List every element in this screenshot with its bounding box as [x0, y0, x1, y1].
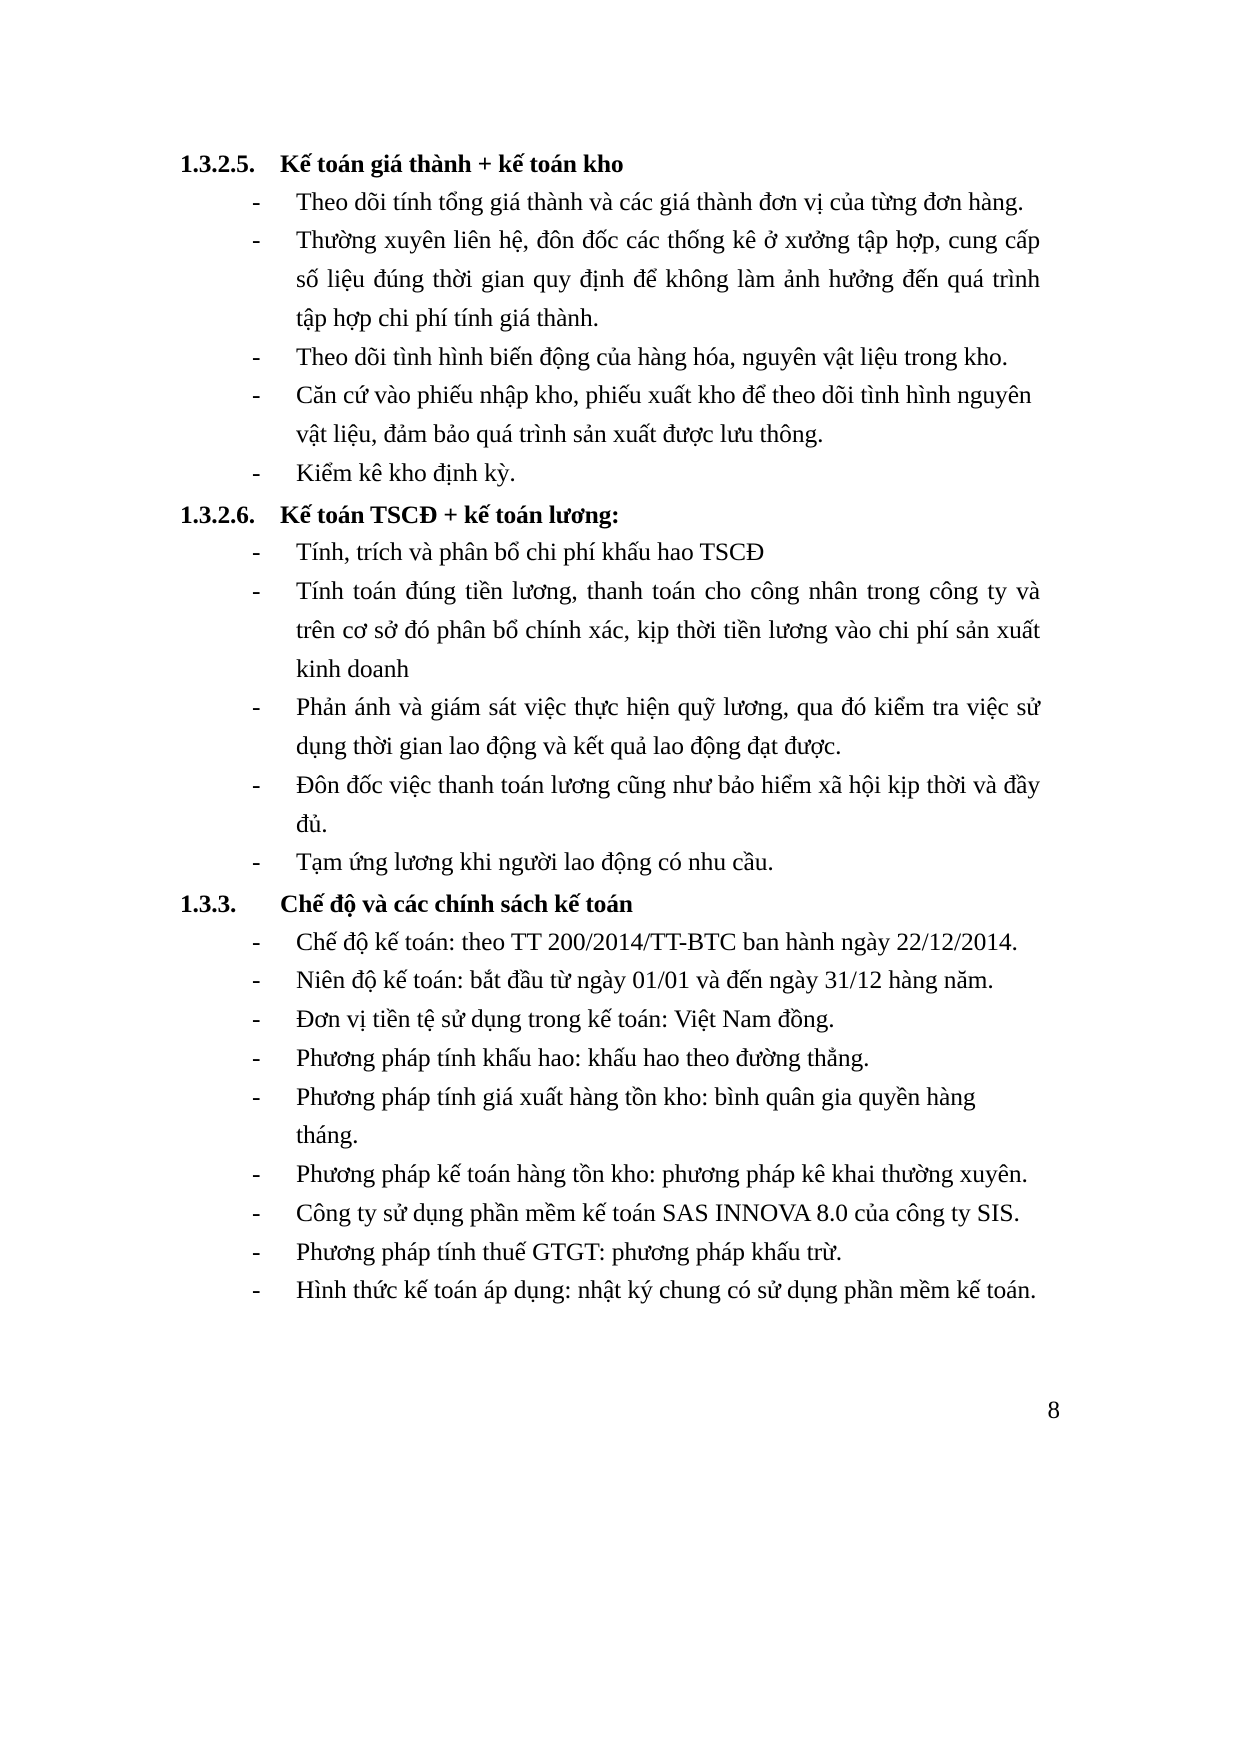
- list-item-text: Tạm ứng lương khi người lao động có nhu cầu.: [296, 847, 774, 877]
- dash-bullet-icon: -: [252, 847, 261, 877]
- list-item-text: Kiểm kê kho định kỳ.: [296, 457, 516, 487]
- list-item: [180, 1271, 1040, 1310]
- list-item: [180, 1233, 1040, 1272]
- list-item: [180, 376, 1040, 454]
- dash-bullet-icon: -: [252, 537, 261, 567]
- section-list-1-3-2-5: [180, 183, 1040, 493]
- list-item: [180, 923, 1040, 962]
- list-item-text: Thường xuyên liên hệ, đôn đốc các thống kê ở xưởng tập hợp, cung cấp số liệu đúng thời gian quy định để không làm ảnh hưởng đến quá trình tập hợp chi phí tính giá thành.: [296, 225, 1040, 332]
- list-item: [180, 454, 1040, 493]
- dash-bullet-icon: -: [252, 457, 261, 487]
- list-item: [180, 572, 1040, 688]
- list-item-text: Công ty sử dụng phần mềm kế toán SAS INNOVA 8.0 của công ty SIS.: [296, 1197, 1020, 1227]
- list-item: [180, 533, 1040, 572]
- list-item: [180, 183, 1040, 222]
- list-item-text: Đơn vị tiền tệ sử dụng trong kế toán: Việt Nam đồng.: [296, 1004, 835, 1034]
- section-list-1-3-3: [180, 923, 1040, 1311]
- page-content: [180, 148, 1040, 1310]
- list-item: [180, 1155, 1040, 1194]
- dash-bullet-icon: -: [252, 1275, 261, 1305]
- dash-bullet-icon: -: [252, 1159, 261, 1189]
- dash-bullet-icon: -: [252, 1081, 261, 1111]
- list-item: [180, 688, 1040, 766]
- list-item: [180, 1078, 1040, 1156]
- section-heading-1-3-2-5: [180, 148, 1040, 181]
- dash-bullet-icon: -: [252, 225, 261, 255]
- list-item-text: Đôn đốc việc thanh toán lương cũng như bảo hiểm xã hội kịp thời và đầy đủ.: [296, 769, 1040, 838]
- section-number: 1.3.2.5.: [180, 149, 255, 178]
- list-item-text: Niên độ kế toán: bắt đầu từ ngày 01/01 và đến ngày 31/12 hàng năm.: [296, 965, 994, 995]
- dash-bullet-icon: -: [252, 769, 261, 799]
- list-item: [180, 221, 1040, 337]
- list-item: [180, 843, 1040, 882]
- page-number: 8: [1047, 1397, 1060, 1424]
- dash-bullet-icon: -: [252, 576, 261, 605]
- list-item-text: Căn cứ vào phiếu nhập kho, phiếu xuất kho để theo dõi tình hình nguyên vật liệu, đảm bảo quá trình sản xuất được lưu thông.: [296, 380, 1032, 449]
- list-item-text: Tính toán đúng tiền lương, thanh toán cho công nhân trong công ty và trên cơ sở đó phân bổ chính xác, kịp thời tiền lương vào chi phí sản xuất kinh doanh: [296, 576, 1040, 683]
- list-item: [180, 766, 1040, 844]
- dash-bullet-icon: -: [252, 1004, 261, 1034]
- list-item-text: Hình thức kế toán áp dụng: nhật ký chung có sử dụng phần mềm kế toán.: [296, 1275, 1037, 1305]
- list-item: [180, 961, 1040, 1000]
- section-number: 1.3.2.6.: [180, 499, 255, 529]
- list-item-text: Phương pháp tính giá xuất hàng tồn kho: bình quân gia quyền hàng tháng.: [296, 1081, 976, 1150]
- list-item-text: Phương pháp tính khấu hao: khấu hao theo đường thẳng.: [296, 1042, 870, 1072]
- list-item-text: Tính, trích và phân bổ chi phí khấu hao TSCĐ: [296, 537, 765, 567]
- section-list-1-3-2-6: [180, 533, 1040, 882]
- dash-bullet-icon: -: [252, 1197, 261, 1227]
- list-item: [180, 1194, 1040, 1233]
- dash-bullet-icon: -: [252, 926, 261, 956]
- dash-bullet-icon: -: [252, 965, 261, 995]
- list-item: [180, 338, 1040, 377]
- list-item: [180, 1039, 1040, 1078]
- section-heading-1-3-2-6: [180, 499, 1040, 532]
- list-item-text: Chế độ kế toán: theo TT 200/2014/TT-BTC ban hành ngày 22/12/2014.: [296, 926, 1018, 956]
- section-title: Kế toán TSCĐ + kế toán lương:: [280, 499, 620, 529]
- list-item-text: Phương pháp tính thuế GTGT: phương pháp khấu trừ.: [296, 1236, 842, 1266]
- section-title: Kế toán giá thành + kế toán kho: [280, 149, 624, 178]
- section-title: Chế độ và các chính sách kế toán: [280, 889, 633, 918]
- list-item: [180, 1000, 1040, 1039]
- dash-bullet-icon: -: [252, 1236, 261, 1266]
- section-number: 1.3.3.: [180, 889, 237, 918]
- list-item-text: Theo dõi tính tổng giá thành và các giá thành đơn vị của từng đơn hàng.: [296, 186, 1024, 216]
- dash-bullet-icon: -: [252, 692, 261, 722]
- dash-bullet-icon: -: [252, 380, 261, 410]
- dash-bullet-icon: -: [252, 1042, 261, 1072]
- list-item-text: Phương pháp kế toán hàng tồn kho: phương pháp kê khai thường xuyên.: [296, 1159, 1028, 1189]
- list-item-text: Theo dõi tình hình biến động của hàng hóa, nguyên vật liệu trong kho.: [296, 341, 1008, 371]
- dash-bullet-icon: -: [252, 341, 261, 371]
- section-heading-1-3-3: [180, 888, 1040, 921]
- list-item-text: Phản ánh và giám sát việc thực hiện quỹ lương, qua đó kiểm tra việc sử dụng thời gian lao động và kết quả lao động đạt được.: [296, 692, 1040, 760]
- dash-bullet-icon: -: [252, 186, 261, 216]
